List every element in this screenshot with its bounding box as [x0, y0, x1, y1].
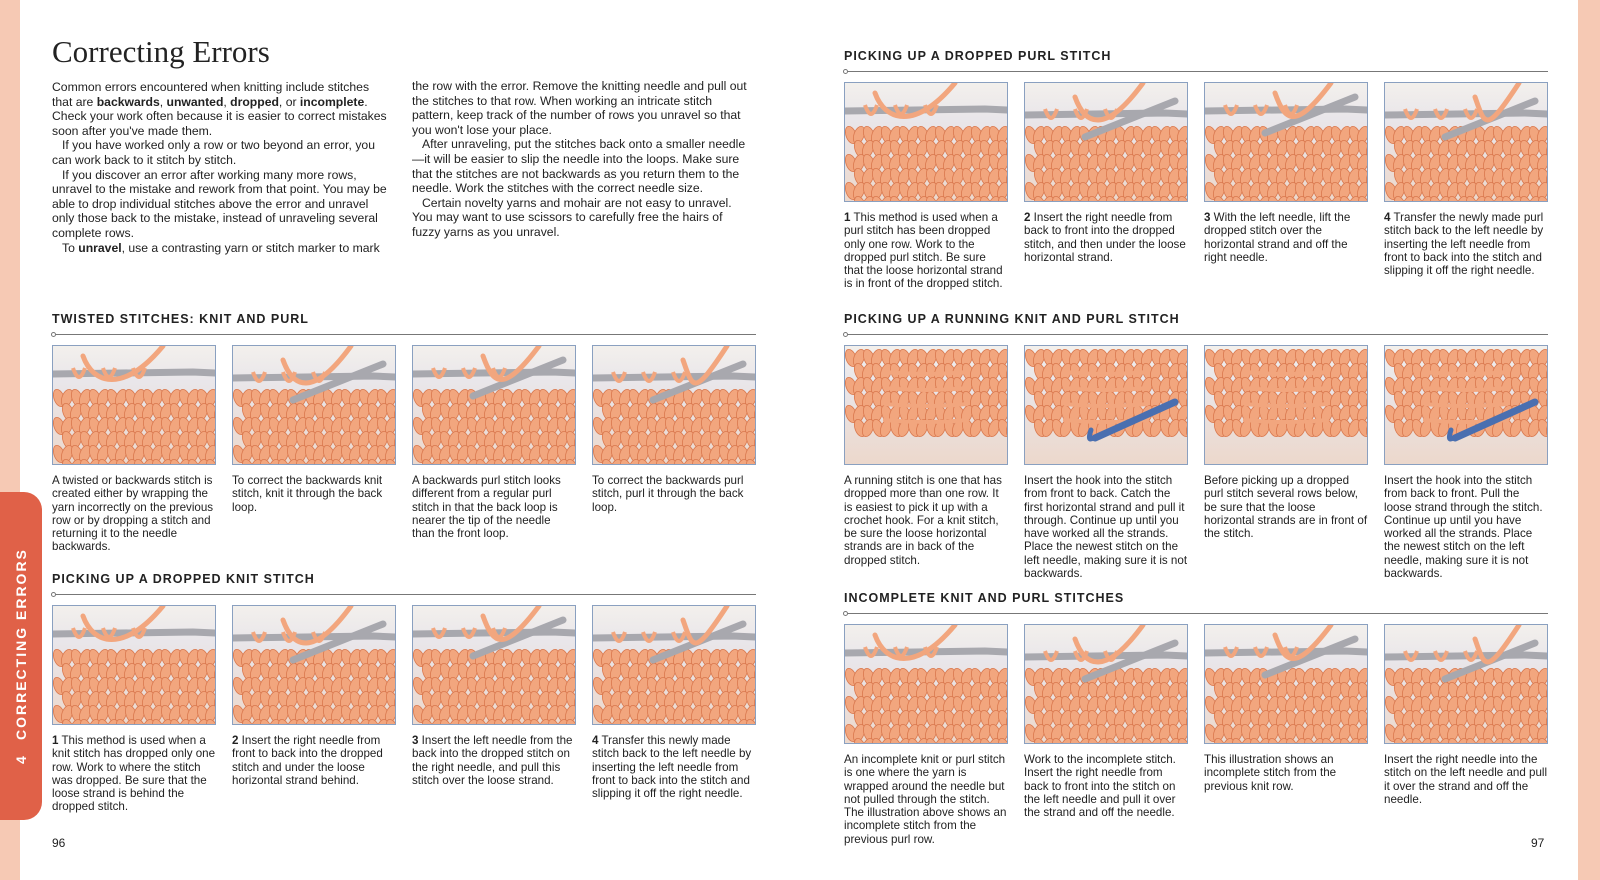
knitting-illustration — [844, 624, 1008, 744]
step-number: 2 — [1024, 211, 1031, 224]
intro-paragraph: To unravel, use a contrasting yarn or stitch marker to mark — [62, 240, 380, 255]
step-text: This method is used when a knit stitch has dropped only one row. Work to where the stitch was dropped. Be sure that the loose strand is behind the dropped stitch. — [52, 734, 216, 814]
step-text: A twisted or backwards stitch is created either by wrapping the yarn incorrectly on the previous row or by dropping a stitch and returning it to the needle backwards. — [52, 474, 214, 554]
knitting-illustration — [1204, 345, 1368, 465]
step-caption — [1204, 211, 1368, 264]
section-dropped-purl — [844, 49, 1548, 291]
chapter-number: 4 — [13, 754, 29, 764]
section-incomplete-stitches — [844, 591, 1548, 846]
section-running-stitch — [844, 312, 1548, 580]
section-rule — [52, 334, 756, 335]
step-caption — [1204, 474, 1368, 540]
section-rule — [844, 613, 1548, 614]
step-card — [1024, 624, 1188, 846]
step-card — [844, 345, 1008, 580]
page-title: Correcting Errors — [52, 34, 270, 69]
step-number: 1 — [844, 211, 851, 224]
step-card — [52, 605, 216, 814]
knitting-illustration — [412, 345, 576, 465]
step-card — [844, 82, 1008, 291]
section-heading: PICKING UP A DROPPED PURL STITCH — [844, 49, 1112, 63]
step-number: 3 — [412, 734, 419, 747]
step-text: A backwards purl stitch looks different from a regular purl stitch in that the back loop is nearer the tip of the needle than the front loop. — [412, 474, 561, 541]
step-caption — [1024, 753, 1188, 819]
knitting-illustration — [1384, 345, 1548, 465]
step-text: Insert the right needle from back to front into the dropped stitch, and then under the loose horizontal strand. — [1024, 211, 1186, 264]
step-card — [52, 345, 216, 554]
knitting-illustration — [1384, 624, 1548, 744]
step-card — [1384, 624, 1548, 846]
right-page-edge — [1578, 0, 1600, 880]
intro-paragraph: Common errors encountered when knitting include stitches that are backwards, unwanted, dropped, or incomplete. Check your work often because it is easier to correct mistakes soon after you've made them. — [52, 80, 387, 138]
section-heading: TWISTED STITCHES: KNIT AND PURL — [52, 312, 309, 326]
section-rule — [844, 71, 1548, 72]
step-text: With the left needle, lift the dropped stitch over the horizontal strand and off the right needle. — [1204, 211, 1351, 264]
step-card — [592, 605, 756, 814]
step-text: Work to the incomplete stitch. Insert the right needle from back to front into the stitch on the left needle and pull it over the strand and off the needle. — [1024, 753, 1176, 820]
step-card — [592, 345, 756, 554]
knitting-illustration — [1024, 345, 1188, 465]
step-caption — [592, 474, 756, 514]
intro-paragraph: If you discover an error after working many more rows, unravel to the mistake and rework from that point. You may be able to drop individual stitches above the error and unravel only those back to the mistake, instead of unraveling several complete rows. — [52, 167, 387, 240]
step-caption — [52, 474, 216, 554]
step-text: Transfer the newly made purl stitch back to the left needle by inserting the left needle from front to back into the stitch and slipping it off the right needle. — [1384, 211, 1544, 278]
step-number: 3 — [1204, 211, 1211, 224]
step-card — [1384, 82, 1548, 291]
knitting-illustration — [592, 605, 756, 725]
step-text: Insert the hook into the stitch from back to front. Pull the loose strand through the stitch. Continue up until you have worked all the strands. Place the newest stitch on the left needle, making sure it is not backwards. — [1384, 474, 1543, 581]
step-text: To correct the backwards knit stitch, knit it through the back loop. — [232, 474, 383, 514]
step-text: This method is used when a purl stitch has been dropped only one row. Work to the dropped purl stitch. Be sure that the loose horizontal strand is in front of the dropped stitch. — [844, 211, 1003, 291]
knitting-illustration — [1024, 82, 1188, 202]
step-caption — [1024, 211, 1188, 264]
step-card — [1024, 82, 1188, 291]
intro-paragraph: Certain novelty yarns and mohair are not easy to unravel. You may want to use scissors to carefully free the hairs of fuzzy yarns as you unravel. — [412, 195, 732, 239]
step-caption — [412, 734, 576, 787]
step-card — [412, 605, 576, 814]
intro-paragraph: After unraveling, put the stitches back onto a smaller needle—it will be easier to slip the needle into the loops. Make sure that the stitches are not backwards as you return them to the needle. Work the stitches with the correct needle size. — [412, 137, 746, 196]
knitting-illustration — [844, 345, 1008, 465]
step-card — [232, 345, 396, 554]
step-caption — [1204, 753, 1368, 793]
knitting-illustration — [592, 345, 756, 465]
knitting-illustration — [412, 605, 576, 725]
intro-paragraph: the row with the error. Remove the knitting needle and pull out the stitches to that row. When working an intricate stitch pattern, keep track of the number of rows you unravel so that you won't lose your place. — [412, 79, 747, 137]
chapter-title: CORRECTING ERRORS — [13, 548, 29, 741]
knitting-illustration — [232, 345, 396, 465]
step-caption — [52, 734, 216, 814]
section-twisted-stitches — [52, 312, 756, 554]
step-card — [1024, 345, 1188, 580]
step-caption — [232, 734, 396, 787]
step-text: This illustration shows an incomplete stitch from the previous knit row. — [1204, 753, 1337, 793]
step-card — [1384, 345, 1548, 580]
knitting-illustration — [232, 605, 396, 725]
step-caption — [1024, 474, 1188, 580]
step-number: 1 — [52, 734, 59, 747]
section-dropped-knit — [52, 572, 756, 814]
step-card — [844, 624, 1008, 846]
step-caption — [844, 211, 1008, 291]
knitting-illustration — [844, 82, 1008, 202]
intro-column-2 — [412, 79, 752, 240]
step-caption — [844, 474, 1008, 567]
knitting-illustration — [1384, 82, 1548, 202]
section-heading: PICKING UP A DROPPED KNIT STITCH — [52, 572, 315, 586]
step-number: 2 — [232, 734, 239, 747]
step-card — [232, 605, 396, 814]
section-heading: INCOMPLETE KNIT AND PURL STITCHES — [844, 591, 1125, 605]
step-card — [412, 345, 576, 554]
step-number: 4 — [592, 734, 599, 747]
step-caption — [412, 474, 576, 540]
step-caption — [1384, 474, 1548, 580]
step-text: Insert the left needle from the back into the dropped stitch on the right needle, and pull this stitch over the loose strand. — [412, 734, 573, 787]
knitting-illustration — [1204, 82, 1368, 202]
step-text: Insert the right needle into the stitch on the left needle and pull it over the strand and off the needle. — [1384, 753, 1548, 806]
step-number: 4 — [1384, 211, 1391, 224]
step-caption — [1384, 211, 1548, 277]
page-number-right: 97 — [1531, 836, 1545, 850]
step-text: To correct the backwards purl stitch, purl it through the back loop. — [592, 474, 744, 514]
section-rule — [844, 334, 1548, 335]
step-text: Before picking up a dropped purl stitch several rows below, be sure that the loose horizontal strands are in front of the stitch. — [1204, 474, 1368, 541]
step-card — [1204, 345, 1368, 580]
knitting-illustration — [52, 345, 216, 465]
step-caption — [844, 753, 1008, 846]
knitting-illustration — [1024, 624, 1188, 744]
step-caption — [1384, 753, 1548, 806]
step-text: Insert the hook into the stitch from front to back. Catch the first horizontal strand and pull it through. Continue up until you have worked all the strands. Place the newest stitch on the left needle, making sure it is not backwards. — [1024, 474, 1188, 581]
step-text: A running stitch is one that has dropped more than one row. It is easiest to pick it up with a crochet hook. For a knit stitch, be sure the loose horizontal strands are in back of the dropped stitch. — [844, 474, 1002, 567]
intro-column-1 — [52, 80, 392, 255]
step-text: Transfer this newly made stitch back to the left needle by inserting the left needle from front to back into the stitch and slipping it off the right needle. — [592, 734, 752, 801]
intro-paragraph: If you have worked only a row or two beyond an error, you can work back to it stitch by stitch. — [52, 138, 375, 167]
knitting-illustration — [1204, 624, 1368, 744]
step-card — [1204, 82, 1368, 291]
page-number-left: 96 — [52, 836, 66, 850]
knitting-illustration — [52, 605, 216, 725]
step-caption — [592, 734, 756, 800]
section-rule — [52, 594, 756, 595]
step-card — [1204, 624, 1368, 846]
step-text: Insert the right needle from front to back into the dropped stitch and under the loose horizontal strand behind. — [232, 734, 383, 787]
chapter-tab — [0, 492, 42, 820]
step-text: An incomplete knit or purl stitch is one where the yarn is wrapped around the needle but not pulled through the stitch. The illustration above shows an incomplete stitch from the previous purl row. — [844, 753, 1007, 846]
section-heading: PICKING UP A RUNNING KNIT AND PURL STITCH — [844, 312, 1180, 326]
step-caption — [232, 474, 396, 514]
